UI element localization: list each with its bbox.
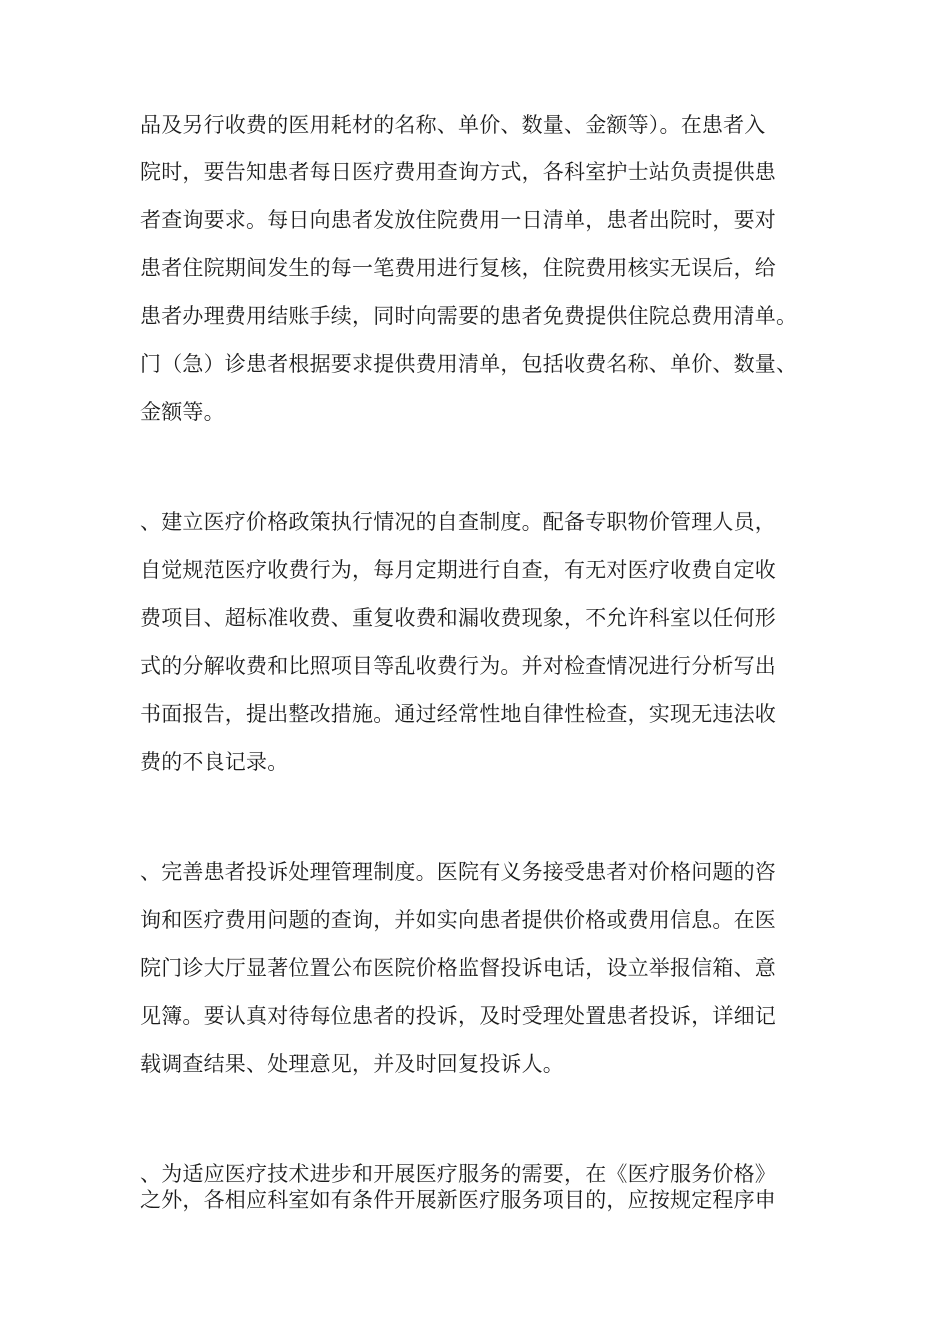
- text-line: 载调查结果、处理意见，并及时回复投诉人。: [140, 1052, 564, 1076]
- text-line: 金额等。: [140, 400, 225, 424]
- text-line: 自觉规范医疗收费行为，每月定期进行自查，有无对医疗收费自定收: [140, 558, 776, 582]
- text-line: 式的分解收费和比照项目等乱收费行为。并对检查情况进行分析写出: [140, 654, 776, 678]
- text-line: 、完善患者投诉处理管理制度。医院有义务接受患者对价格问题的咨: [140, 860, 776, 884]
- text-line: 品及另行收费的医用耗材的名称、单价、数量、金额等）。在患者入: [140, 113, 766, 137]
- text-line: 询和医疗费用问题的查询，并如实向患者提供价格或费用信息。在医: [140, 908, 776, 932]
- text-line: 患者办理费用结账手续，同时向需要的患者免费提供住院总费用清单。: [140, 304, 798, 328]
- text-line: 者查询要求。每日向患者发放住院费用一日清单，患者出院时，要对: [140, 208, 776, 232]
- text-line: 、建立医疗价格政策执行情况的自查制度。配备专职物价管理人员，: [140, 510, 776, 534]
- text-line: 门（急）诊患者根据要求提供费用清单，包括收费名称、单价、数量、: [140, 352, 798, 376]
- text-line: 院门诊大厅显著位置公布医院价格监督投诉电话，设立举报信箱、意: [140, 956, 776, 980]
- text-line: 患者住院期间发生的每一笔费用进行复核，住院费用核实无误后，给: [140, 256, 776, 280]
- text-line: 费项目、超标准收费、重复收费和漏收费现象，不允许科室以任何形: [140, 606, 776, 630]
- text-line: 费的不良记录。: [140, 750, 289, 774]
- text-line: 见簿。要认真对待每位患者的投诉，及时受理处置患者投诉，详细记: [140, 1004, 776, 1028]
- text-line: 、为适应医疗技术进步和开展医疗服务的需要，在《医疗服务价格》: [140, 1162, 776, 1186]
- text-line: 之外，各相应科室如有条件开展新医疗服务项目的，应按规定程序申: [140, 1188, 776, 1212]
- text-line: 书面报告，提出整改措施。通过经常性地自律性检查，实现无违法收: [140, 702, 776, 726]
- text-line: 院时，要告知患者每日医疗费用查询方式，各科室护士站负责提供患: [140, 160, 776, 184]
